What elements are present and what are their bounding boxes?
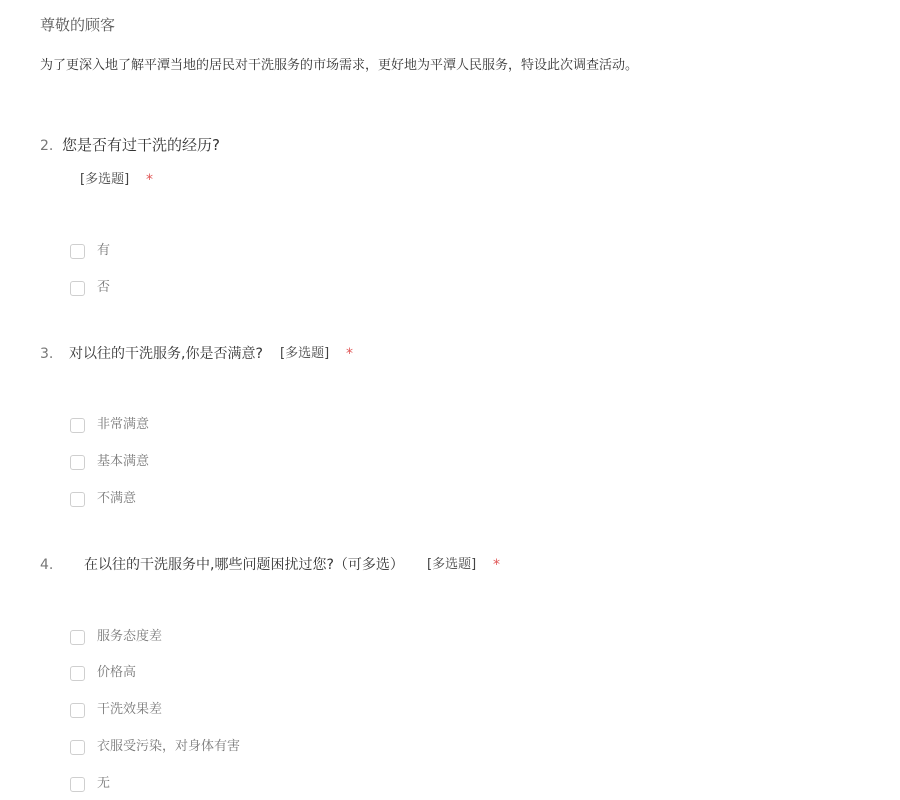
checkbox-icon[interactable] [70,418,85,433]
question-number: 3. [40,346,54,362]
option-label: 不满意 [97,491,137,506]
checkbox-icon[interactable] [70,492,85,507]
checkbox-icon[interactable] [70,740,85,755]
option-checkbox-very-satisfied[interactable] [70,416,149,434]
checkbox-icon[interactable] [70,630,85,645]
option-label: 否 [97,280,111,295]
checkbox-icon[interactable] [70,666,85,681]
option-label: 衣服受污染，对身体有害 [97,739,241,754]
option-checkbox-basically-satisfied[interactable] [70,453,149,471]
option-label: 服务态度差 [97,629,163,644]
checkbox-icon[interactable] [70,703,85,718]
question-title: 对以往的干洗服务,你是否满意? [69,346,263,362]
checkbox-icon[interactable] [70,777,85,792]
option-checkbox-not-satisfied[interactable] [70,490,136,508]
option-label: 价格高 [97,665,137,680]
question-type-tag: [多选题] [80,172,130,187]
option-label: 基本满意 [97,454,150,469]
required-marker: * [146,172,153,188]
checkbox-icon[interactable] [70,455,85,470]
option-checkbox-fou[interactable] [70,279,110,297]
option-checkbox-bad-service[interactable] [70,628,162,646]
option-label: 非常满意 [97,417,150,432]
question-type-tag: [多选题] [280,346,330,361]
option-checkbox-none[interactable] [70,775,110,793]
question-number: 4. [40,557,54,573]
option-checkbox-poor-cleaning[interactable] [70,701,162,719]
survey-greeting: 尊敬的顾客 [40,16,116,34]
option-label: 有 [97,243,111,258]
survey-intro: 为了更深入地了解平潭当地的居民对干洗服务的市场需求，更好地为平潭人民服务，特设此次调查活动。 [40,58,639,73]
option-label: 干洗效果差 [97,702,163,717]
option-checkbox-contaminated[interactable] [70,738,240,756]
required-marker: * [493,557,500,573]
question-title: 在以往的干洗服务中,哪些问题困扰过您?（可多选） [84,557,404,573]
question-number: 2. [40,138,54,154]
required-marker: * [346,346,353,362]
checkbox-icon[interactable] [70,281,85,296]
question-title: 您是否有过干洗的经历? [62,136,220,154]
option-checkbox-high-price[interactable] [70,664,136,682]
question-type-tag: [多选题] [427,557,477,572]
option-checkbox-you[interactable] [70,242,110,260]
checkbox-icon[interactable] [70,244,85,259]
option-label: 无 [97,776,111,791]
